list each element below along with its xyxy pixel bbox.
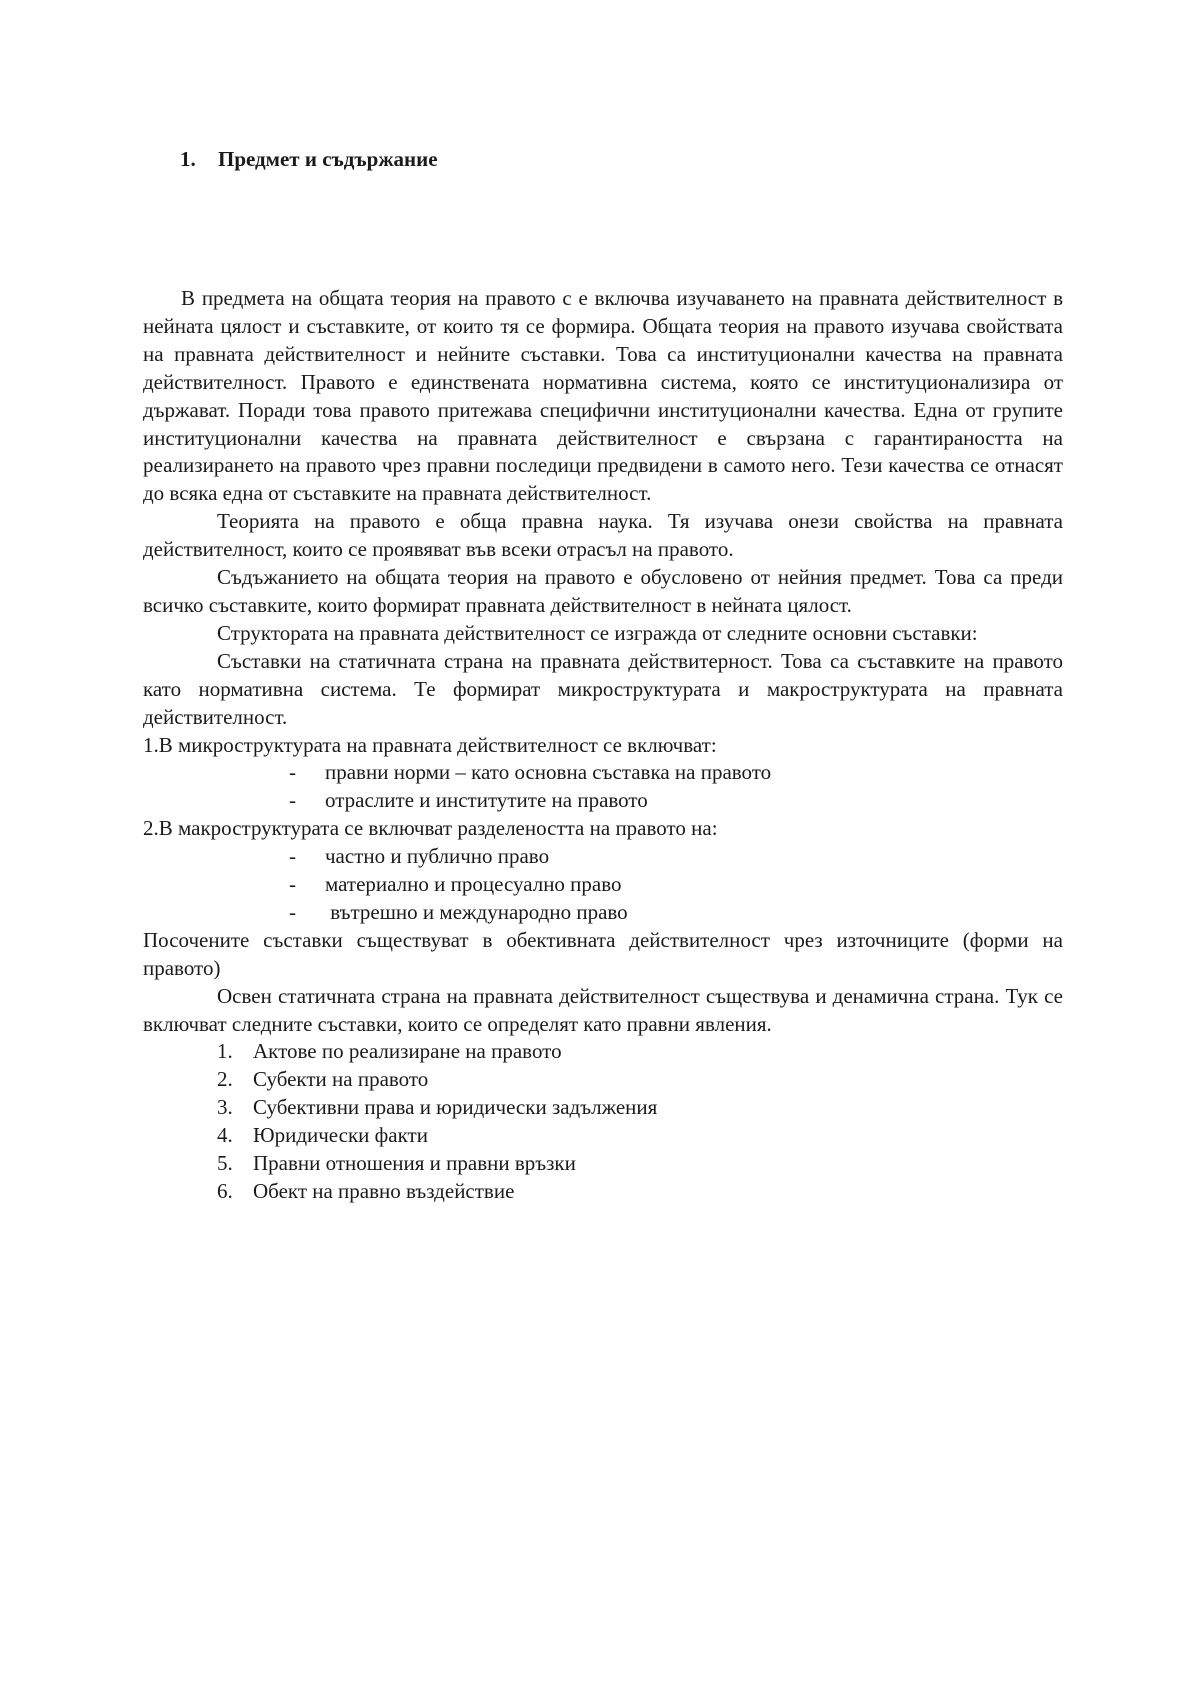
- list-item: [143, 899, 1063, 927]
- list-item: [143, 843, 1063, 871]
- paragraph-content: Съдъжанието на общата теория на правото е обусловено от нейния предмет. Това са преди всичко съставките, които формират правната действителност в нейната цялост.: [143, 565, 1063, 617]
- list-item-text: Обект на правно въздействие: [253, 1179, 515, 1203]
- list-item-text: частно и публично право: [325, 844, 550, 869]
- paragraph-sources: Посочените съставки съществуват в обективната действителност чрез източниците (форми на правото): [143, 927, 1063, 980]
- list-item-text: Правни отношения и правни връзки: [253, 1151, 576, 1176]
- item-number: 5.: [217, 1151, 233, 1176]
- list-item-text: материално и процесуално право: [325, 872, 622, 897]
- macro-intro: 2.В макроструктурата се включват разделеността на правото на:: [143, 816, 718, 841]
- list-item: [143, 787, 1063, 815]
- micro-intro: 1.В микроструктурата на правната действителност се включват:: [143, 732, 717, 757]
- paragraph-static-side: Съставки на статичната страна на правната действитерност. Това са съставките на правото като нормативна система. Те формират микроструктурата и макроструктурата на правната действителност.: [143, 648, 1063, 729]
- list-item-text: Субекти на правото: [253, 1067, 429, 1092]
- dash-marker: -: [289, 788, 296, 813]
- numbered-list-item: [143, 1094, 1063, 1122]
- list-item-text: Юридически факти: [253, 1123, 428, 1148]
- item-number: 2.: [217, 1067, 233, 1092]
- paragraph-dynamic-side: Освен статичната страна на правната действителност съществува и денамична страна. Тук се включват следните съставки, които се определят като правни явления.: [143, 983, 1063, 1036]
- heading-title: Предмет и съдържание: [218, 147, 438, 171]
- list-item: [143, 759, 1063, 787]
- dash-marker: -: [289, 844, 296, 869]
- dash-marker: -: [289, 899, 296, 924]
- paragraph-subject: В предмета на общата теория на правото с е включва изучаването на правната действителност в нейната цялост и съставките, от които тя се формира. Общата теория на правото изучава свойствата на правната действителност и нейните съставки. Това са институционални качества на правната действителност. Правото е единствената нормативна система, която се институционализира от държават. Поради това правото притежава специфични институционални качества. Една от групите институционални качества на правната действителност е свързана с гарантираността на реализирането на правото чрез правни последици предвидени в самото него. Тези качества се отнасят до всяка една от съставките на правната действителност.: [143, 286, 1063, 506]
- numbered-list-item: [143, 1150, 1063, 1178]
- numbered-list-item: [143, 1038, 1063, 1066]
- list-item-text: Субективни права и юридически задължения: [253, 1095, 658, 1120]
- item-number: 3.: [217, 1095, 233, 1120]
- document-body: [143, 285, 1063, 1206]
- numbered-list-item: [143, 1066, 1063, 1094]
- list-item-text: отраслите и институтите на правото: [325, 788, 648, 813]
- dash-marker: -: [289, 872, 296, 897]
- item-number: 4.: [217, 1123, 233, 1148]
- list-item-text: Актове по реализиране на правото: [253, 1039, 562, 1064]
- paragraph-theory: Теорията на правото е обща правна наука. Тя изучава онези свойства на правната действителност, които се проявяват във всеки отрасъл на правото.: [143, 509, 1063, 562]
- numbered-list-item: [143, 1178, 1063, 1206]
- dash-marker: -: [289, 760, 296, 785]
- numbered-list-item: [143, 1122, 1063, 1150]
- item-number: 6.: [217, 1179, 233, 1203]
- item-number: 1.: [217, 1039, 233, 1064]
- heading-number: 1.: [180, 147, 196, 171]
- list-item-text: правни норми – като основна съставка на правото: [325, 760, 772, 785]
- section-heading: [180, 146, 438, 172]
- paragraph-structure: Структората на правната действителност се изгражда от следните основни съставки:: [217, 620, 978, 645]
- list-item-text: вътрешно и международно право: [325, 899, 628, 924]
- list-item: [143, 871, 1063, 899]
